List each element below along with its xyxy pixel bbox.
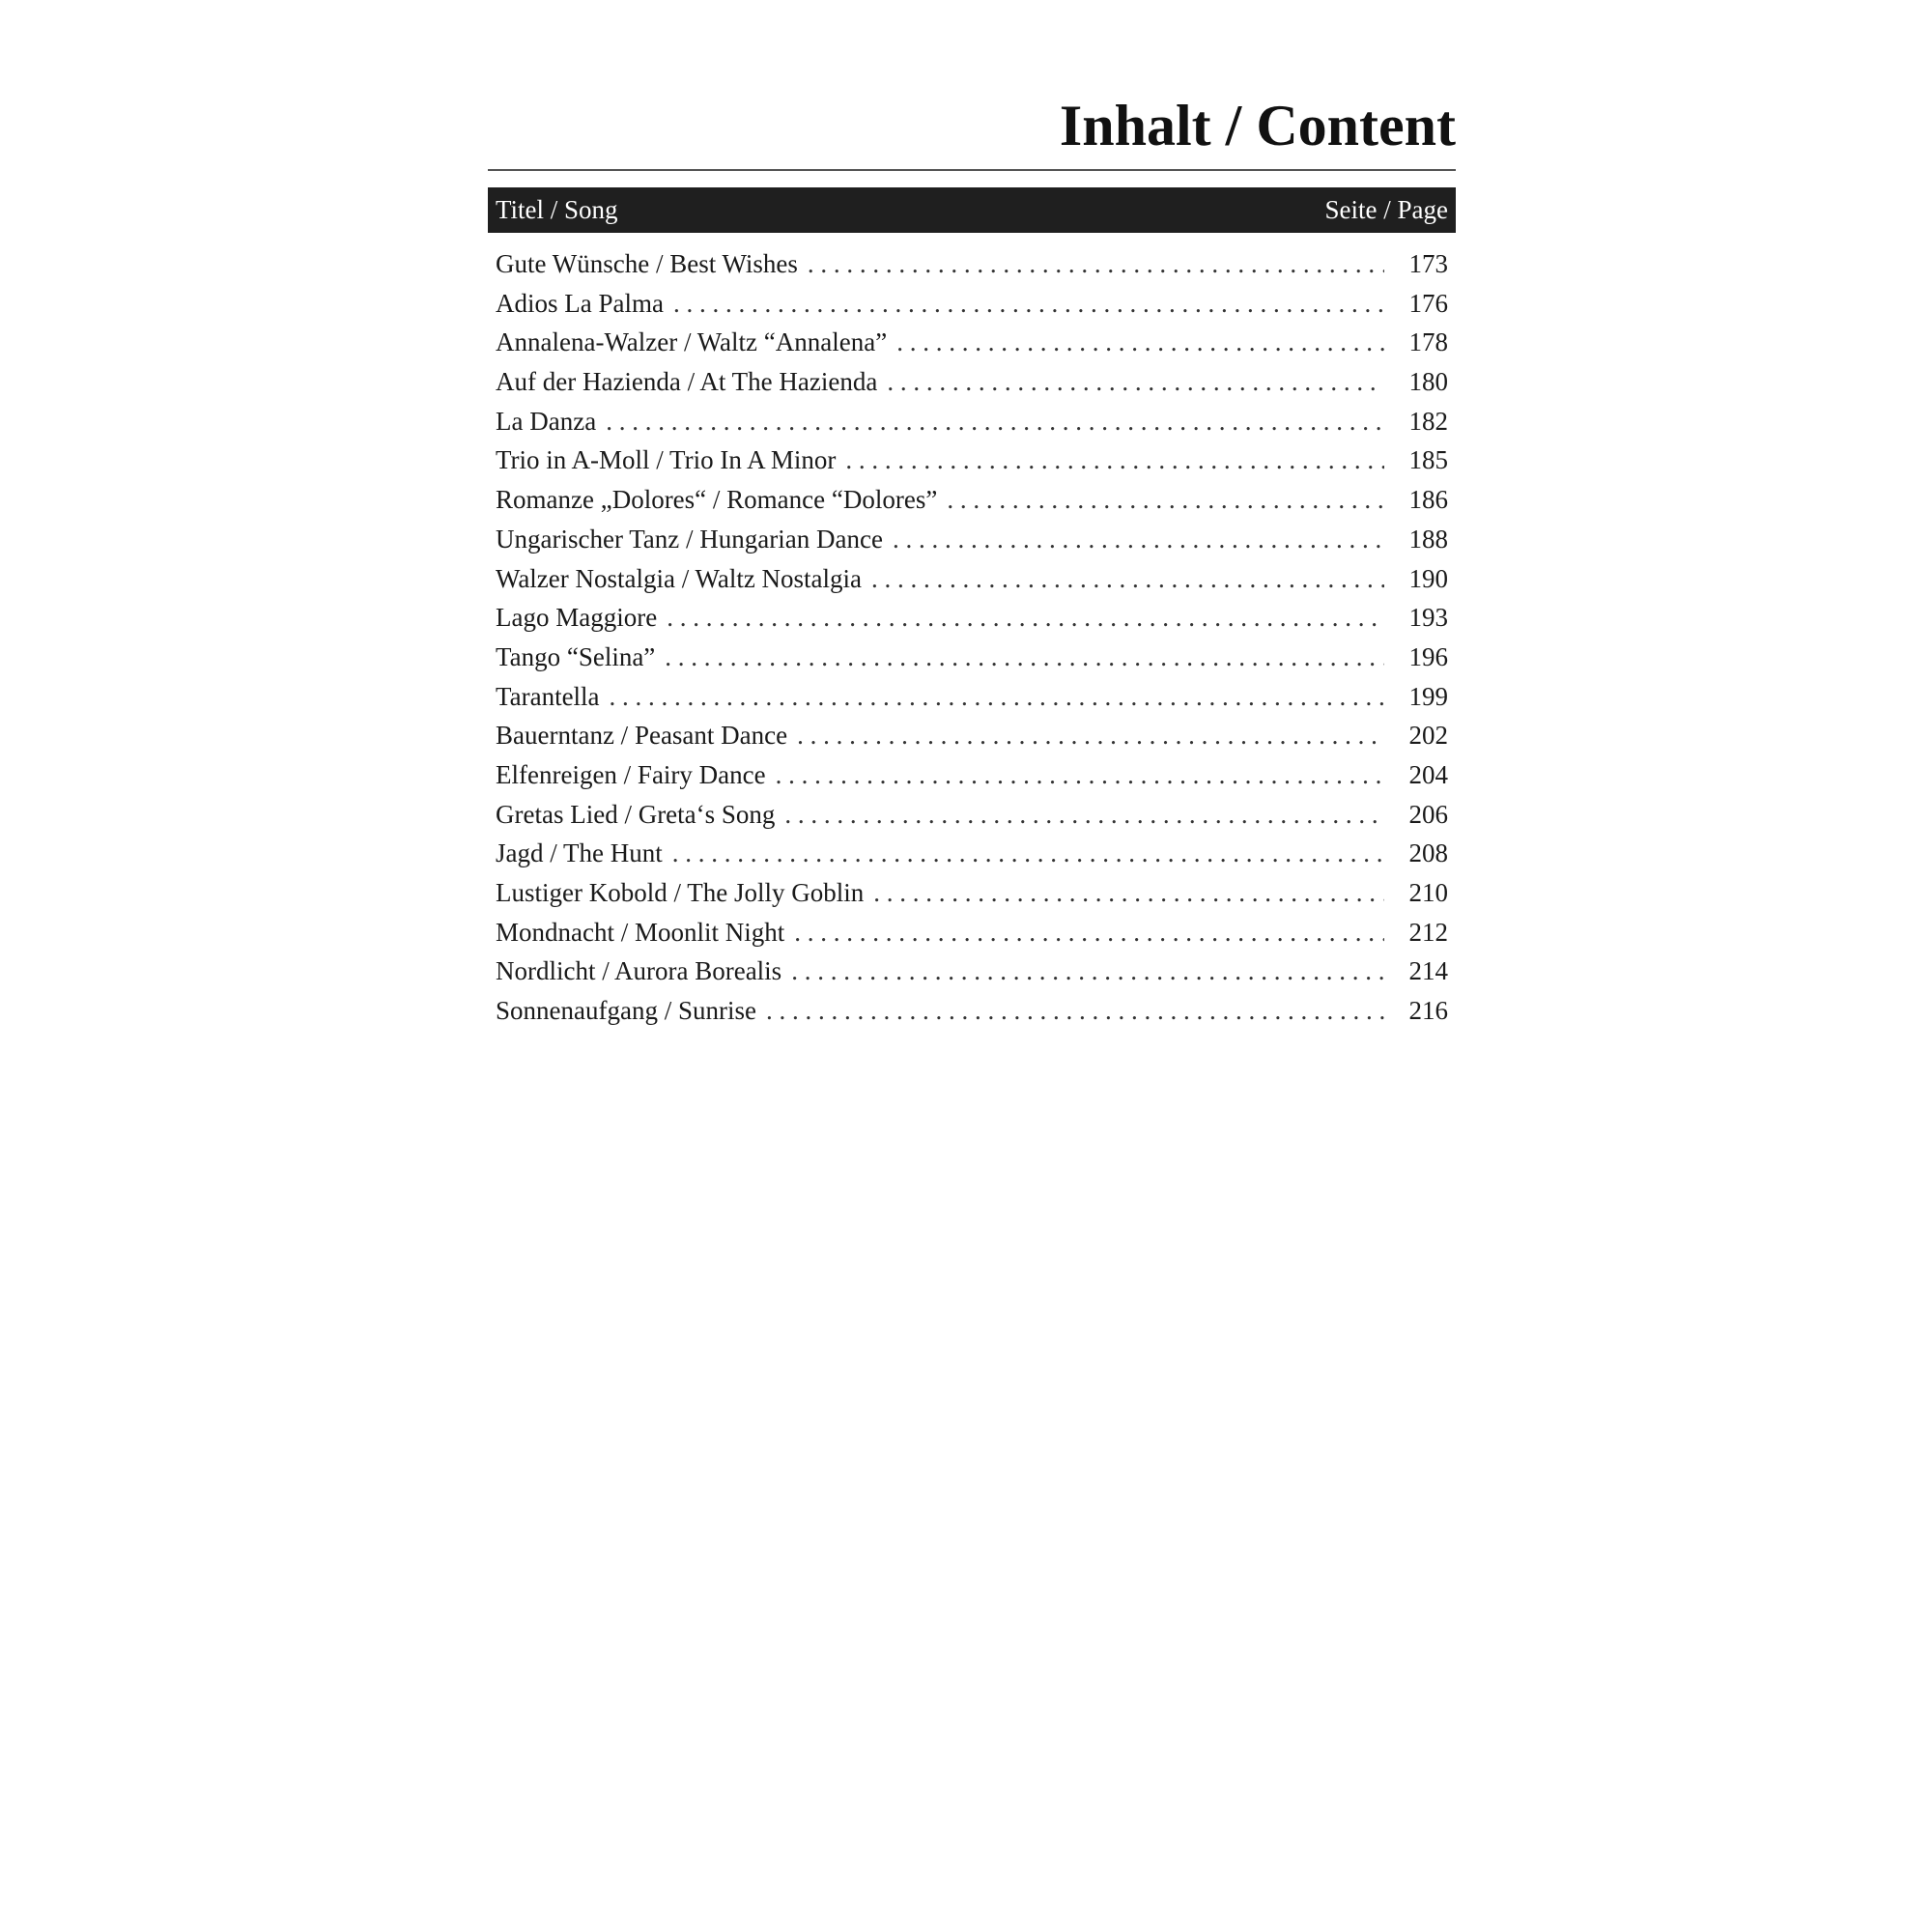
column-header-song: Titel / Song <box>496 195 618 224</box>
dot-leader <box>610 677 1384 716</box>
table-of-contents <box>488 92 1456 1031</box>
page-number: 188 <box>1408 524 1448 554</box>
dot-leader <box>791 952 1384 990</box>
table-header <box>488 187 1456 233</box>
column-header-page: Seite / Page <box>1324 195 1448 224</box>
dot-leader <box>845 440 1384 479</box>
song-title: Tarantella <box>496 681 600 711</box>
list-item <box>488 913 1456 952</box>
page-number: 186 <box>1408 485 1448 515</box>
song-title: Nordlicht / Aurora Borealis <box>496 956 782 986</box>
page-number: 173 <box>1408 249 1448 278</box>
song-title: Walzer Nostalgia / Waltz Nostalgia <box>496 563 863 593</box>
song-title: Adios La Palma <box>496 288 664 318</box>
list-item <box>488 323 1456 362</box>
dot-leader <box>667 598 1384 637</box>
page-number: 210 <box>1408 878 1448 907</box>
list-item <box>488 440 1456 480</box>
dot-leader <box>871 559 1384 598</box>
song-title: Lustiger Kobold / The Jolly Goblin <box>496 878 865 907</box>
page-number: 196 <box>1408 641 1448 671</box>
song-title: Auf der Hazienda / At The Hazienda <box>496 367 878 397</box>
dot-leader <box>794 913 1384 952</box>
song-title: Sonnenaufgang / Sunrise <box>496 996 756 1026</box>
list-item <box>488 402 1456 441</box>
song-title: Bauerntanz / Peasant Dance <box>496 721 788 751</box>
dot-leader <box>665 638 1384 676</box>
song-title: Romanze „Dolores“ / Romance “Dolores” <box>496 485 938 515</box>
dot-leader <box>784 795 1384 834</box>
dot-leader <box>873 873 1384 912</box>
song-title: Tango “Selina” <box>496 641 656 671</box>
page-number: 182 <box>1408 406 1448 436</box>
dot-leader <box>893 520 1384 558</box>
page-number: 202 <box>1408 721 1448 751</box>
list-item <box>488 755 1456 795</box>
page-number: 216 <box>1408 996 1448 1026</box>
list-item <box>488 520 1456 559</box>
list-item <box>488 284 1456 324</box>
list-item <box>488 598 1456 638</box>
page-number: 206 <box>1408 799 1448 829</box>
list-item <box>488 873 1456 913</box>
title-divider <box>488 169 1456 171</box>
entry-list <box>488 244 1456 1031</box>
dot-leader <box>947 480 1384 519</box>
page-number: 214 <box>1408 956 1448 986</box>
page-number: 180 <box>1408 367 1448 397</box>
page-number: 204 <box>1408 759 1448 789</box>
page-number: 178 <box>1408 327 1448 357</box>
dot-leader <box>808 244 1384 283</box>
song-title: Mondnacht / Moonlit Night <box>496 917 785 947</box>
list-item <box>488 991 1456 1031</box>
page-number: 193 <box>1408 603 1448 633</box>
page-number: 208 <box>1408 838 1448 868</box>
song-title: Ungarischer Tanz / Hungarian Dance <box>496 524 883 554</box>
page-number: 190 <box>1408 563 1448 593</box>
dot-leader <box>672 834 1384 872</box>
list-item <box>488 677 1456 717</box>
song-title: Annalena-Walzer / Waltz “Annalena” <box>496 327 888 357</box>
list-item <box>488 362 1456 402</box>
dot-leader <box>673 284 1384 323</box>
list-item <box>488 952 1456 991</box>
song-title: La Danza <box>496 406 597 436</box>
song-title: Elfenreigen / Fairy Dance <box>496 759 766 789</box>
dot-leader <box>606 402 1384 440</box>
dot-leader <box>887 362 1384 401</box>
list-item <box>488 716 1456 755</box>
dot-leader <box>776 755 1384 794</box>
dot-leader <box>797 716 1384 754</box>
list-item <box>488 795 1456 835</box>
list-item <box>488 244 1456 284</box>
song-title: Gute Wünsche / Best Wishes <box>496 249 798 278</box>
song-title: Jagd / The Hunt <box>496 838 663 868</box>
song-title: Trio in A-Moll / Trio In A Minor <box>496 445 837 475</box>
page-number: 176 <box>1408 288 1448 318</box>
page-number: 185 <box>1408 445 1448 475</box>
page-number: 212 <box>1408 917 1448 947</box>
list-item <box>488 834 1456 873</box>
list-item <box>488 480 1456 520</box>
dot-leader <box>896 323 1384 361</box>
page-number: 199 <box>1408 681 1448 711</box>
song-title: Gretas Lied / Greta‘s Song <box>496 799 776 829</box>
list-item <box>488 638 1456 677</box>
song-title: Lago Maggiore <box>496 603 658 633</box>
list-item <box>488 559 1456 599</box>
page-title: Inhalt / Content <box>1059 94 1456 157</box>
dot-leader <box>766 991 1384 1030</box>
